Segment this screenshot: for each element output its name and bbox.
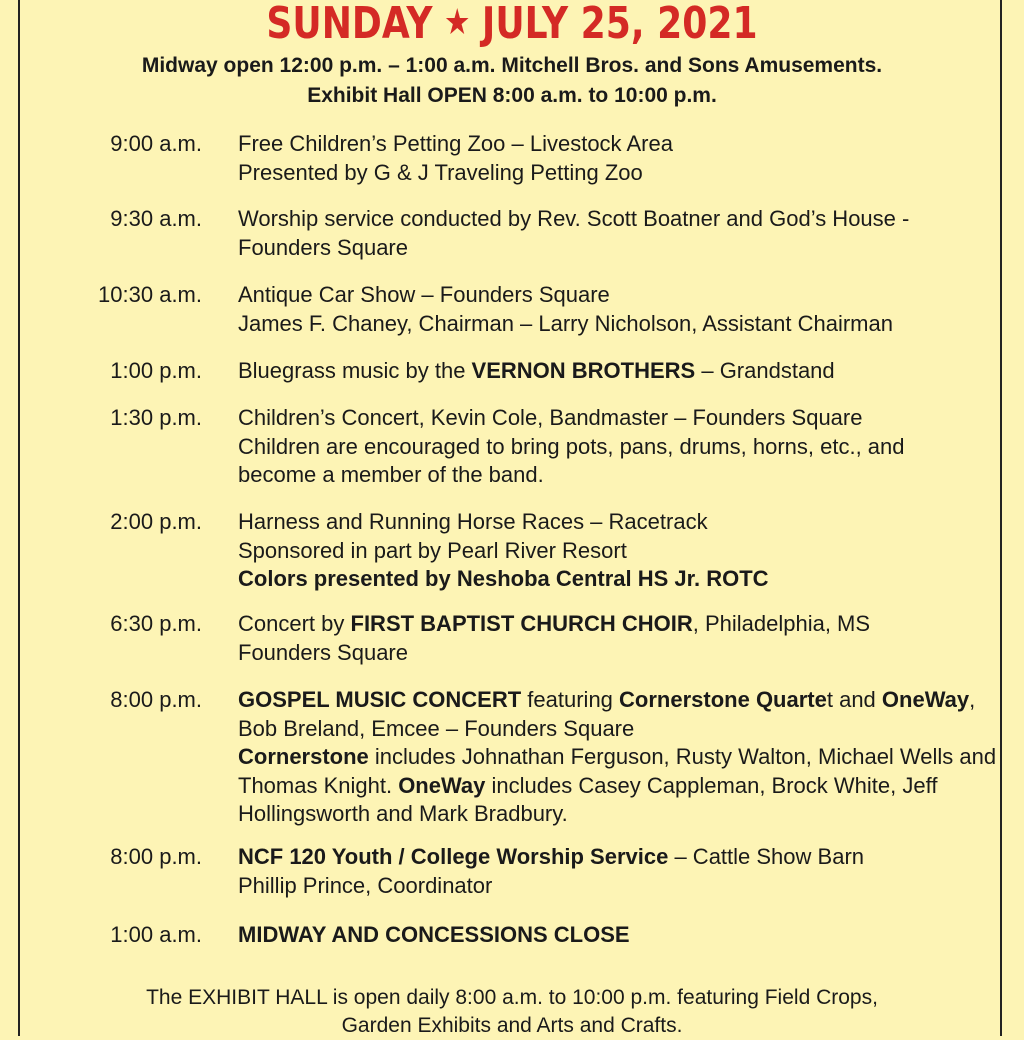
description-line (238, 310, 998, 339)
bold-text: OneWay (398, 772, 486, 798)
text: Thomas Knight. (238, 772, 399, 798)
text: Bob Breland, Emcee – Founders Square (238, 715, 635, 741)
description-line (238, 357, 998, 386)
event-description (238, 130, 998, 187)
event-description (238, 610, 998, 667)
description-line (238, 234, 998, 263)
event-time: 8:00 p.m. (110, 687, 202, 712)
bold-text: NCF 120 Youth / College Worship Service (238, 844, 669, 869)
event-time: 9:30 a.m. (110, 206, 202, 231)
bold-text: FIRST BAPTIST CHURCH CHOIR (350, 611, 693, 636)
footer-line-2: Garden Exhibits and Arts and Crafts. (341, 1014, 683, 1037)
bold-text: OneWay (881, 687, 970, 712)
event-time: 10:30 a.m. (98, 282, 202, 307)
bold-text: Cornerstone Quarte (619, 687, 827, 712)
description-line (238, 130, 998, 159)
text: , Philadelphia, MS (692, 611, 871, 636)
description-line (238, 610, 998, 639)
text: Concert by (238, 611, 351, 636)
text: Founders Square (238, 639, 408, 665)
event-time: 2:00 p.m. (110, 509, 202, 534)
event-time: 9:00 a.m. (110, 131, 202, 156)
event-description (238, 281, 998, 338)
description-line (238, 461, 998, 490)
text: includes Johnathan Ferguson, Rusty Walton, Michael Wells and (368, 744, 997, 769)
text: Free Children’s Petting Zoo – Livestock Area (238, 131, 673, 156)
description-line (238, 281, 998, 310)
description-line (238, 686, 998, 715)
text: – Grandstand (695, 358, 835, 383)
text: Worship service conducted by Rev. Scott Boatner and God’s House - (238, 206, 910, 231)
page-title (92, 0, 932, 49)
bold-text: VERNON BROTHERS (471, 358, 696, 383)
description-line (238, 843, 998, 872)
text: Antique Car Show – Founders Square (238, 282, 610, 307)
description-line (238, 772, 998, 801)
text: James F. Chaney, Chairman – Larry Nicholson, Assistant Chairman (238, 310, 893, 336)
text: Bluegrass music by the (238, 358, 472, 383)
event-description (238, 404, 998, 490)
text: Harness and Running Horse Races – Racetrack (238, 509, 708, 534)
title-date: JULY 25, 2021 (481, 0, 758, 49)
event-time: 6:30 p.m. (110, 611, 202, 636)
text: – Cattle Show Barn (668, 844, 865, 869)
bold-text: Cornerstone (238, 744, 369, 769)
text: Founders Square (238, 234, 408, 260)
star-icon: ★ (443, 2, 471, 43)
title-day: SUNDAY (266, 0, 433, 49)
description-line (238, 159, 998, 188)
bold-text: GOSPEL MUSIC CONCERT (238, 687, 522, 712)
text: includes Casey Cappleman, Brock White, Jeff (485, 772, 938, 798)
event-description (238, 205, 998, 262)
description-line (238, 404, 998, 433)
event-description (238, 357, 998, 386)
event-description (238, 686, 998, 829)
text: become a member of the band. (238, 462, 544, 487)
event-description (238, 843, 998, 900)
description-line (238, 872, 998, 901)
description-line (238, 639, 998, 668)
description-line (238, 537, 998, 566)
event-description (238, 508, 998, 594)
description-line (238, 743, 998, 772)
description-line (238, 565, 998, 594)
event-description (238, 921, 998, 950)
event-time: 1:00 a.m. (110, 922, 202, 947)
text: Phillip Prince, Coordinator (238, 872, 493, 898)
exhibit-hall-hours: Exhibit Hall OPEN 8:00 a.m. to 10:00 p.m. (307, 84, 717, 107)
description-line (238, 433, 998, 462)
event-time: 1:00 p.m. (110, 358, 202, 383)
description-line (238, 715, 998, 744)
text: Children’s Concert, Kevin Cole, Bandmaster – Founders Square (238, 405, 863, 430)
text: Presented by G & J Traveling Petting Zoo (238, 159, 643, 185)
description-line (238, 921, 998, 950)
bold-text: Colors presented by Neshoba Central HS Jr. ROTC (238, 566, 769, 591)
footer-line-1: The EXHIBIT HALL is open daily 8:00 a.m. to 10:00 p.m. featuring Field Crops, (146, 986, 878, 1009)
description-line (238, 800, 998, 829)
text: t and (826, 687, 882, 712)
text: Children are encouraged to bring pots, pans, drums, horns, etc., and (238, 433, 905, 459)
text: Sponsored in part by Pearl River Resort (238, 537, 627, 563)
text: , (969, 687, 976, 712)
event-time: 1:30 p.m. (110, 405, 202, 430)
event-time: 8:00 p.m. (110, 844, 202, 869)
text: Hollingsworth and Mark Bradbury. (238, 801, 568, 826)
description-line (238, 508, 998, 537)
bold-text: MIDWAY AND CONCESSIONS CLOSE (238, 922, 630, 947)
description-line (238, 205, 998, 234)
text: featuring (521, 687, 620, 712)
midway-hours: Midway open 12:00 p.m. – 1:00 a.m. Mitchell Bros. and Sons Amusements. (141, 54, 883, 77)
